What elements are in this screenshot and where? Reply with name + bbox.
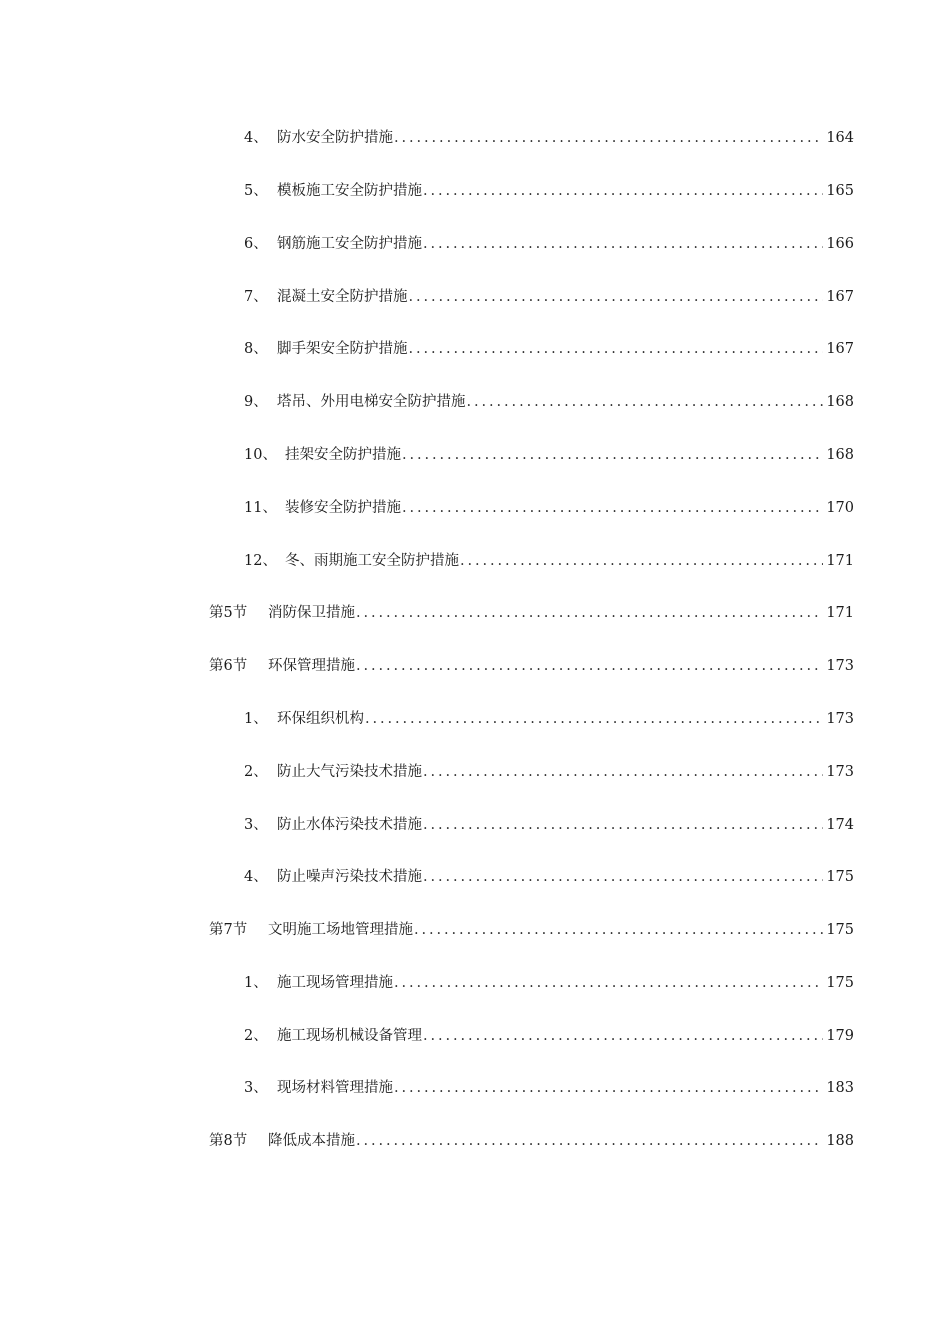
- toc-entry-page: 171: [826, 605, 854, 622]
- toc-entry[interactable]: [0, 957, 950, 1010]
- toc-entry-number: 3、: [244, 1080, 268, 1097]
- toc-section-title: 降低成本措施: [268, 1133, 355, 1150]
- toc-dot-leader: [409, 290, 824, 305]
- toc-entry-page: 167: [826, 341, 854, 358]
- toc-dot-leader: [414, 923, 823, 938]
- toc-dot-leader: [409, 342, 824, 357]
- toc-entry-number: 4、: [244, 130, 268, 147]
- toc-dot-leader: [394, 1081, 823, 1096]
- toc-entry-number: 4、: [244, 869, 268, 886]
- toc-dot-leader: [460, 554, 823, 569]
- toc-dot-leader: [356, 659, 823, 674]
- toc-entry-title: 混凝土安全防护措施: [277, 288, 408, 305]
- toc-entry[interactable]: [0, 165, 950, 218]
- toc-entry-number: 10、: [244, 446, 277, 463]
- toc-entry-title: 冬、雨期施工安全防护措施: [285, 552, 459, 569]
- toc-section-title: 文明施工场地管理措施: [268, 922, 413, 939]
- toc-entry[interactable]: [0, 746, 950, 799]
- toc-dot-leader: [423, 765, 823, 780]
- toc-entry-page: 183: [826, 1080, 854, 1097]
- toc-dot-leader: [394, 131, 823, 146]
- toc-entry-title: 施工现场机械设备管理: [277, 1027, 422, 1044]
- toc-section-number: 第8节: [209, 1133, 248, 1150]
- toc-entry-page: 173: [826, 710, 854, 727]
- toc-entry-title: 脚手架安全防护措施: [277, 341, 408, 358]
- toc-entry-number: 1、: [244, 974, 268, 991]
- toc-entry-title: 环保组织机构: [277, 710, 364, 727]
- toc-entry-page: 175: [826, 974, 854, 991]
- toc-entry[interactable]: [0, 534, 950, 587]
- toc-section-entry[interactable]: [0, 904, 950, 957]
- toc-entry-page: 175: [826, 922, 854, 939]
- toc-entry[interactable]: [0, 798, 950, 851]
- toc-section-entry[interactable]: [0, 587, 950, 640]
- toc-dot-leader: [423, 870, 823, 885]
- toc-entry-page: 174: [826, 816, 854, 833]
- toc-dot-leader: [402, 501, 823, 516]
- toc-entry[interactable]: [0, 482, 950, 535]
- toc-entry[interactable]: [0, 112, 950, 165]
- toc-dot-leader: [365, 712, 823, 727]
- toc-section-title: 消防保卫措施: [268, 605, 355, 622]
- toc-entry-number: 5、: [244, 182, 268, 199]
- toc-entry-page: 168: [826, 446, 854, 463]
- toc-entry[interactable]: [0, 1062, 950, 1115]
- toc-dot-leader: [423, 1029, 823, 1044]
- toc-entry[interactable]: [0, 323, 950, 376]
- toc-entry-title: 防止水体污染技术措施: [277, 816, 422, 833]
- table-of-contents: [0, 112, 950, 1168]
- toc-entry-title: 防止大气污染技术措施: [277, 763, 422, 780]
- toc-entry-page: 171: [826, 552, 854, 569]
- toc-entry-number: 2、: [244, 1027, 268, 1044]
- toc-entry-number: 8、: [244, 341, 268, 358]
- toc-entry[interactable]: [0, 693, 950, 746]
- toc-entry-title: 现场材料管理措施: [277, 1080, 393, 1097]
- toc-entry-page: 175: [826, 869, 854, 886]
- toc-entry-page: 164: [826, 130, 854, 147]
- toc-section-number: 第7节: [209, 922, 248, 939]
- toc-entry-page: 168: [826, 394, 854, 411]
- toc-entry-number: 3、: [244, 816, 268, 833]
- toc-entry-title: 施工现场管理措施: [277, 974, 393, 991]
- toc-entry-page: 173: [826, 763, 854, 780]
- toc-entry[interactable]: [0, 851, 950, 904]
- toc-entry-title: 模板施工安全防护措施: [277, 182, 422, 199]
- toc-section-entry[interactable]: [0, 640, 950, 693]
- toc-entry-number: 9、: [244, 394, 268, 411]
- toc-dot-leader: [423, 237, 823, 252]
- toc-dot-leader: [423, 818, 823, 833]
- toc-entry-page: 167: [826, 288, 854, 305]
- toc-dot-leader: [356, 1134, 823, 1149]
- toc-entry-number: 12、: [244, 552, 277, 569]
- toc-dot-leader: [423, 184, 823, 199]
- toc-entry-number: 11、: [244, 499, 277, 516]
- toc-entry-number: 2、: [244, 763, 268, 780]
- toc-entry[interactable]: [0, 376, 950, 429]
- toc-dot-leader: [402, 448, 823, 463]
- toc-entry[interactable]: [0, 270, 950, 323]
- toc-entry-page: 170: [826, 499, 854, 516]
- toc-entry[interactable]: [0, 429, 950, 482]
- toc-entry-title: 塔吊、外用电梯安全防护措施: [277, 394, 466, 411]
- toc-dot-leader: [394, 976, 823, 991]
- toc-section-title: 环保管理措施: [268, 658, 355, 675]
- toc-entry-number: 1、: [244, 710, 268, 727]
- toc-section-number: 第6节: [209, 658, 248, 675]
- toc-entry-page: 173: [826, 658, 854, 675]
- toc-entry-page: 179: [826, 1027, 854, 1044]
- toc-entry-title: 防水安全防护措施: [277, 130, 393, 147]
- toc-entry-page: 166: [826, 235, 854, 252]
- toc-dot-leader: [356, 606, 823, 621]
- toc-entry-title: 挂架安全防护措施: [285, 446, 401, 463]
- toc-entry[interactable]: [0, 218, 950, 271]
- toc-entry-number: 6、: [244, 235, 268, 252]
- toc-entry-title: 装修安全防护措施: [285, 499, 401, 516]
- toc-entry-title: 钢筋施工安全防护措施: [277, 235, 422, 252]
- toc-section-entry[interactable]: [0, 1115, 950, 1168]
- toc-entry-number: 7、: [244, 288, 268, 305]
- toc-entry-page: 188: [826, 1133, 854, 1150]
- toc-entry-title: 防止噪声污染技术措施: [277, 869, 422, 886]
- toc-entry-page: 165: [826, 182, 854, 199]
- toc-entry[interactable]: [0, 1010, 950, 1063]
- toc-section-number: 第5节: [209, 605, 248, 622]
- toc-dot-leader: [467, 395, 824, 410]
